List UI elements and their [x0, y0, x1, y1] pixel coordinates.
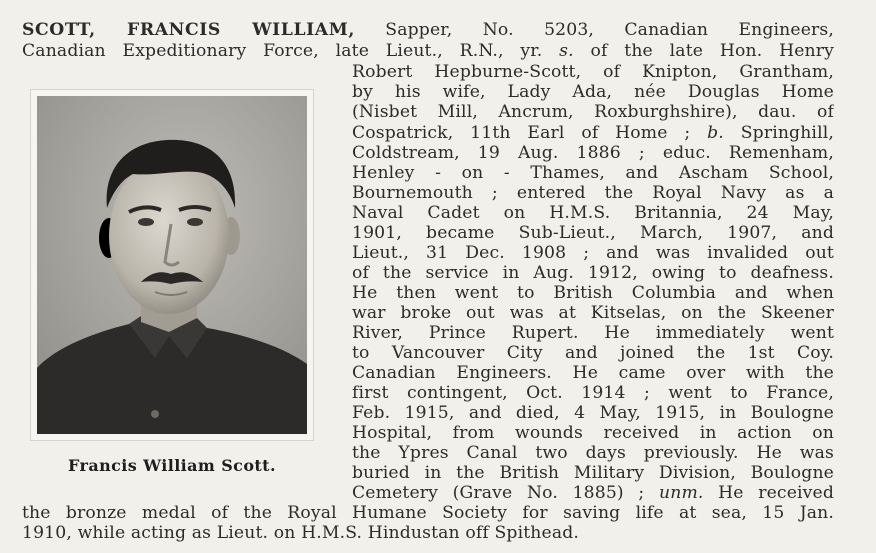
portrait-coat-button: [151, 410, 159, 418]
portrait-eye-left: [138, 218, 154, 226]
entry-line-26: 1910, while acting as Lieut. on H.M.S. Hindustan off Spithead.: [22, 523, 579, 543]
entry-line-16: River, Prince Rupert. He immediately went: [352, 323, 834, 343]
entry-line-3: Robert Hepburne-Scott, of Knipton, Grantham,: [352, 62, 834, 82]
portrait-frame: [30, 89, 314, 441]
portrait-illustration: [37, 96, 307, 434]
entry-line-2: Canadian Expeditionary Force, late Lieut., R.N., yr. s. of the late Hon. Henry: [22, 41, 834, 61]
portrait-photo: [37, 96, 307, 434]
entry-line-14: He then went to British Columbia and when: [352, 283, 834, 303]
entry-line-9: Bournemouth ; entered the Royal Navy as a: [352, 183, 834, 203]
portrait-eye-right: [187, 218, 203, 226]
entry-line-8: Henley - on - Thames, and Ascham School,: [352, 163, 834, 183]
entry-line-6: Cospatrick, 11th Earl of Home ; b. Springhill,: [352, 123, 834, 143]
entry-line-22: the Ypres Canal two days previously. He was: [352, 443, 834, 463]
entry-line-24: Cemetery (Grave No. 1885) ; unm. He received: [352, 483, 834, 503]
entry-name: SCOTT, FRANCIS WILLIAM,: [22, 20, 355, 40]
entry-line-4: by his wife, Lady Ada, née Douglas Home: [352, 82, 834, 102]
entry-line-18: Canadian Engineers. He came over with the: [352, 363, 834, 383]
entry-line-21: Hospital, from wounds received in action on: [352, 423, 834, 443]
entry-line-20: Feb. 1915, and died, 4 May, 1915, in Boulogne: [352, 403, 834, 423]
portrait-caption: Francis William Scott.: [68, 456, 276, 475]
entry-line-19: first contingent, Oct. 1914 ; went to France,: [352, 383, 834, 403]
entry-line-5: (Nisbet Mill, Ancrum, Roxburghshire), dau. of: [352, 102, 834, 122]
entry-line-12: Lieut., 31 Dec. 1908 ; and was invalided out: [352, 243, 834, 263]
entry-line-25: the bronze medal of the Royal Humane Society for saving life at sea, 15 Jan.: [22, 503, 834, 523]
entry-line-7: Coldstream, 19 Aug. 1886 ; educ. Remenham,: [352, 143, 834, 163]
entry-line-11: 1901, became Sub-Lieut., March, 1907, and: [352, 223, 834, 243]
entry-line-23: buried in the British Military Division, Boulogne: [352, 463, 834, 483]
entry-line-17: to Vancouver City and joined the 1st Coy.: [352, 343, 834, 363]
entry-line-10: Naval Cadet on H.M.S. Britannia, 24 May,: [352, 203, 834, 223]
entry-line-1: SCOTT, FRANCIS WILLIAM, Sapper, No. 5203, Canadian Engineers,: [22, 20, 834, 40]
entry-line-15: war broke out was at Kitselas, on the Skeener: [352, 303, 834, 323]
entry-line-13: of the service in Aug. 1912, owing to deafness.: [352, 263, 834, 283]
